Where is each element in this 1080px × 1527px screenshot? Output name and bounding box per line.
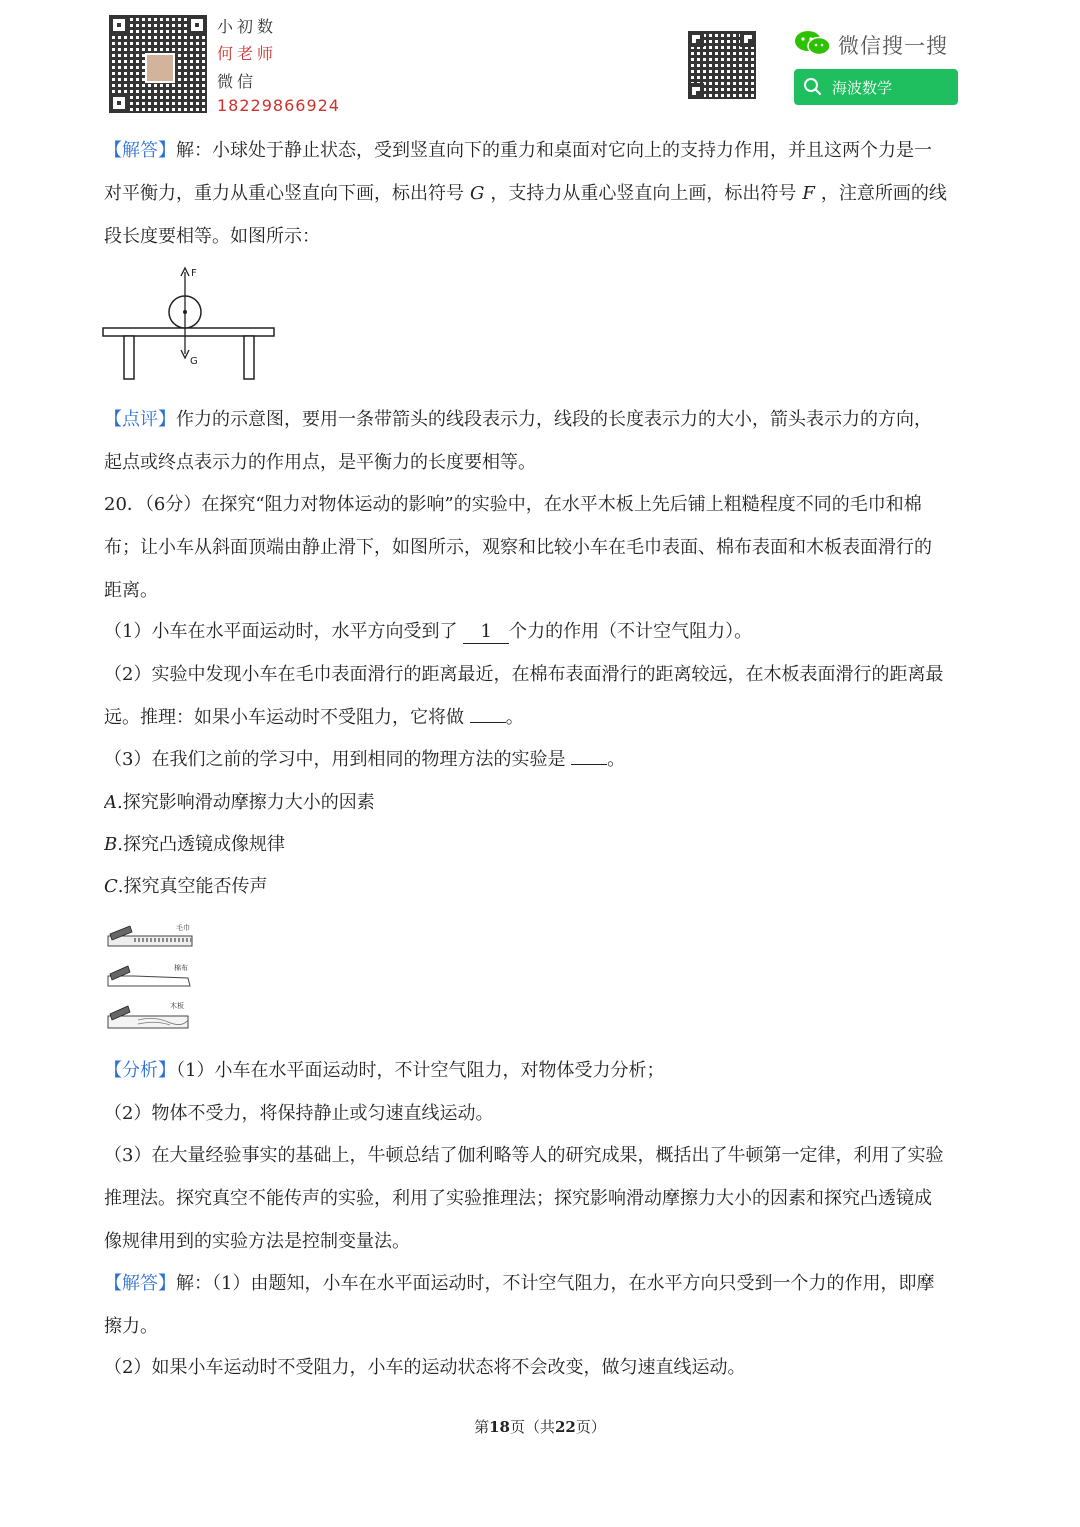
question-text: （3）在我们之前的学习中，用到相同的物理方法的实验是 bbox=[104, 749, 572, 770]
answer-line-2 bbox=[104, 183, 980, 205]
answer-line-1 bbox=[104, 140, 980, 162]
page-text: 第 bbox=[474, 1418, 490, 1436]
handwritten-note-2: 何老师 bbox=[217, 44, 278, 63]
question-20-part-2-line-1: （2）实验中发现小车在毛巾表面滑行的距离最近，在棉布表面滑行的距离较远，在木板表面滑行的距离最 bbox=[104, 664, 944, 685]
comment-line-1 bbox=[104, 409, 980, 431]
option-text: .探究凸透镜成像规律 bbox=[117, 834, 285, 855]
question-20-part-1 bbox=[104, 621, 980, 644]
analysis-line-2: （2）物体不受力，将保持静止或匀速直线运动。 bbox=[104, 1103, 494, 1124]
answer-line-3: 段长度要相等。如图所示： bbox=[104, 226, 320, 247]
page-text: 页（共 bbox=[509, 1418, 555, 1436]
option-b bbox=[104, 834, 980, 856]
page-text: 页） bbox=[575, 1418, 606, 1436]
solution-line-1 bbox=[104, 1273, 980, 1295]
ramp-wood bbox=[108, 1001, 188, 1028]
answer-tag: 【解答】 bbox=[104, 140, 176, 161]
analysis-line-1 bbox=[104, 1060, 980, 1082]
force-g-label: G bbox=[190, 356, 198, 367]
wood-label: 木板 bbox=[170, 1002, 184, 1010]
analysis-line-3: （3）在大量经验事实的基础上，牛顿总结了伽利略等人的研究成果，概括出了牛顿第一定律，利用了实验 bbox=[104, 1145, 944, 1166]
analysis-line-5: 像规律用到的实验方法是控制变量法。 bbox=[104, 1231, 410, 1252]
option-letter: C bbox=[104, 876, 118, 897]
answer-blank-1: 1 bbox=[463, 621, 509, 644]
ball-on-table-figure bbox=[100, 262, 280, 384]
table-top bbox=[103, 328, 274, 336]
analysis-tag: 【分析】 bbox=[104, 1060, 176, 1081]
qr-code-left bbox=[109, 15, 207, 113]
cotton-label: 棉布 bbox=[174, 964, 188, 972]
option-c bbox=[104, 876, 980, 898]
page-number bbox=[0, 1416, 1080, 1437]
solution-line-3: （2）如果小车运动时不受阻力，小车的运动状态将不会改变，做匀速直线运动。 bbox=[104, 1357, 746, 1378]
qr-code-right bbox=[688, 31, 756, 99]
question-20-part-3 bbox=[104, 749, 980, 771]
comment-line-2: 起点或终点表示力的作用点，是平衡力的长度要相等。 bbox=[104, 452, 536, 473]
total-pages: 22 bbox=[555, 1418, 576, 1436]
analysis-text: （1）小车在水平面运动时，不计空气阻力，对物体受力分析； bbox=[176, 1060, 665, 1081]
question-20-part-2-line-2 bbox=[104, 707, 980, 729]
question-20-line-1: 20．（6分）在探究“阻力对物体运动的影响”的实验中，在水平木板上先后铺上粗糙程度不同的毛巾和棉 bbox=[104, 494, 922, 515]
symbol-f: F bbox=[802, 183, 815, 204]
current-page: 18 bbox=[489, 1418, 510, 1436]
comment-text: 作力的示意图，要用一条带箭头的线段表示力，线段的长度表示力的大小，箭头表示力的方向， bbox=[176, 409, 932, 430]
option-text: .探究影响滑动摩擦力大小的因素 bbox=[117, 792, 375, 813]
answer-blank-2 bbox=[470, 722, 506, 723]
solution-text: 解：（1）由题知，小车在水平面运动时，不计空气阻力，在水平方向只受到一个力的作用，即摩 bbox=[176, 1273, 935, 1294]
answer-text: 解：小球处于静止状态，受到竖直向下的重力和桌面对它向上的支持力作用，并且这两个力是一 bbox=[176, 140, 932, 161]
question-text: 远。推理：如果小车运动时不受阻力，它将做 bbox=[104, 707, 470, 728]
wechat-search-button[interactable] bbox=[794, 69, 958, 105]
option-letter: B bbox=[104, 834, 118, 855]
handwritten-note-1: 小初数 bbox=[217, 17, 278, 36]
question-20-line-2: 布；让小车从斜面顶端由静止滑下，如图所示，观察和比较小车在毛巾表面、棉布表面和木板表面滑行的 bbox=[104, 537, 932, 558]
answer-blank-3 bbox=[571, 764, 607, 765]
wechat-icon bbox=[794, 29, 832, 57]
question-text: 。 bbox=[505, 707, 524, 728]
comment-tag: 【点评】 bbox=[104, 409, 176, 430]
avatar bbox=[145, 53, 175, 83]
table-leg-right bbox=[244, 336, 254, 379]
question-text: 。 bbox=[607, 749, 626, 770]
ramp-cotton bbox=[108, 963, 190, 986]
solution-tag: 【解答】 bbox=[104, 1273, 176, 1294]
solution-line-2: 擦力。 bbox=[104, 1316, 158, 1337]
question-20-line-3: 距离。 bbox=[104, 580, 158, 601]
wechat-search-label: 海波数学 bbox=[832, 78, 893, 97]
option-a bbox=[104, 792, 980, 814]
ramp-towel bbox=[108, 923, 192, 946]
search-icon bbox=[802, 76, 824, 98]
answer-text: 对平衡力，重力从重心竖直向下画，标出符号 bbox=[104, 183, 464, 204]
table-leg-left bbox=[124, 336, 134, 379]
symbol-g: G bbox=[470, 183, 485, 204]
answer-text: ，注意所画的线 bbox=[820, 183, 947, 204]
towel-label: 毛巾 bbox=[176, 924, 190, 932]
analysis-line-4: 推理法。探究真空不能传声的实验，利用了实验推理法；探究影响滑动摩擦力大小的因素和探究凸透镜成 bbox=[104, 1188, 932, 1209]
handwritten-phone: 18229866924 bbox=[217, 96, 340, 115]
force-f-label: F bbox=[191, 268, 197, 279]
option-letter: A bbox=[104, 792, 117, 813]
ramp-surfaces-figure bbox=[104, 918, 204, 1034]
question-text: 个力的作用（不计空气阻力）。 bbox=[509, 621, 753, 642]
question-text: （1）小车在水平面运动时，水平方向受到了 bbox=[104, 621, 464, 642]
wechat-search-title: 微信搜一搜 bbox=[838, 34, 948, 58]
option-text: .探究真空能否传声 bbox=[117, 876, 268, 897]
handwritten-note-3: 微信 bbox=[217, 72, 258, 91]
answer-text: ，支持力从重心竖直向上画，标出符号 bbox=[490, 183, 797, 204]
